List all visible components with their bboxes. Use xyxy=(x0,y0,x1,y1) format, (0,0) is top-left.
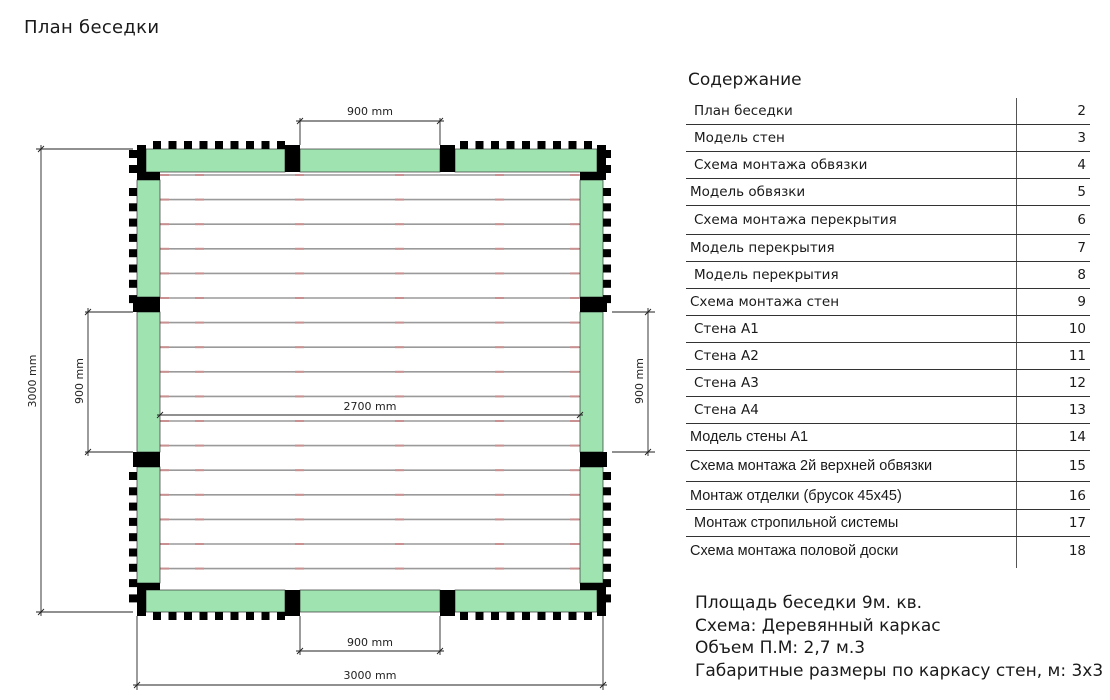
post-bottom-1 xyxy=(285,590,300,616)
toc-item-label: Модель стен xyxy=(694,130,785,146)
toc-item-page: 10 xyxy=(1068,321,1086,337)
toc-item-page: 7 xyxy=(1077,240,1086,256)
wall-bottom-right xyxy=(455,590,597,612)
cladding-teeth xyxy=(129,141,611,620)
post-right-1 xyxy=(580,297,607,312)
post-bottom-2 xyxy=(440,590,455,616)
toc-item-label: Стена А2 xyxy=(694,348,759,364)
toc-item-label: Схема монтажа обвязки xyxy=(694,157,868,173)
toc-item[interactable] xyxy=(686,235,1090,262)
wall-top-right xyxy=(455,149,597,172)
info-area: Площадь беседки 9м. кв. xyxy=(695,593,923,613)
toc-item-page: 6 xyxy=(1077,212,1086,228)
table-of-contents xyxy=(686,98,1090,564)
dim-left-opening: 900 mm xyxy=(73,358,86,404)
info-scheme: Схема: Деревянный каркас xyxy=(695,615,941,636)
wall-left-bottom xyxy=(137,467,160,583)
toc-item-label: Модель перекрытия xyxy=(690,240,835,256)
toc-item[interactable] xyxy=(686,152,1090,179)
toc-item[interactable] xyxy=(686,289,1090,316)
info-dimensions: Габаритные размеры по каркасу стен, м: 3х3 xyxy=(695,660,1104,681)
toc-item[interactable] xyxy=(686,125,1090,152)
wall-left-mid xyxy=(137,312,160,452)
dim-inner-width: 2700 mm xyxy=(343,400,397,413)
toc-item-label: Стена А3 xyxy=(694,375,759,391)
toc-item[interactable] xyxy=(686,370,1090,397)
posts xyxy=(133,145,607,616)
post-top-1 xyxy=(285,145,300,172)
toc-item[interactable] xyxy=(686,451,1090,482)
toc-item-label: Модель обвязки xyxy=(690,184,806,200)
dim-overall-height: 3000 mm xyxy=(26,354,39,408)
toc-item-page: 9 xyxy=(1077,294,1086,310)
toc-item[interactable] xyxy=(686,537,1090,564)
toc-item-page: 2 xyxy=(1077,103,1086,119)
toc-item[interactable] xyxy=(686,179,1090,206)
toc-item-label: Модель стены А1 xyxy=(690,429,809,445)
toc-item[interactable] xyxy=(686,482,1090,510)
toc-item-page: 15 xyxy=(1068,458,1086,474)
page-title: План беседки xyxy=(24,17,160,38)
toc-item-page: 17 xyxy=(1068,515,1086,531)
toc-item-page: 3 xyxy=(1077,130,1086,146)
toc-title: Содержание xyxy=(688,70,802,90)
toc-item-page: 14 xyxy=(1068,429,1086,445)
wall-top-mid xyxy=(300,149,440,172)
toc-item[interactable] xyxy=(686,397,1090,424)
toc-item-label: Схема монтажа перекрытия xyxy=(694,212,897,228)
toc-item-page: 16 xyxy=(1068,487,1086,504)
wall-right-top xyxy=(580,180,603,297)
walls xyxy=(137,149,603,612)
wall-top-left xyxy=(146,149,285,172)
toc-item-label: Схема монтажа половой доски xyxy=(690,542,899,559)
toc-item[interactable] xyxy=(686,262,1090,289)
toc-item-page: 4 xyxy=(1077,157,1086,173)
gazebo-info xyxy=(695,592,1103,682)
toc-item-label: Монтаж отделки (брусок 45х45) xyxy=(690,487,902,504)
wall-right-bottom xyxy=(580,467,603,583)
floor-boards xyxy=(160,174,580,570)
post-top-2 xyxy=(440,145,455,172)
toc-item-label: Схема монтажа стен xyxy=(690,294,840,310)
dim-right-opening: 900 mm xyxy=(633,358,646,404)
toc-item-label: Стена А4 xyxy=(694,402,759,418)
dim-top-opening: 900 mm xyxy=(347,105,393,118)
toc-item-page: 8 xyxy=(1077,267,1086,283)
post-right-2 xyxy=(580,452,607,467)
toc-item-page: 5 xyxy=(1077,184,1086,200)
toc-item-page: 13 xyxy=(1068,402,1086,418)
toc-item-label: Схема монтажа 2й верхней обвязки xyxy=(690,458,933,474)
toc-item-label: План беседки xyxy=(694,103,793,119)
post-left-2 xyxy=(133,452,160,467)
dim-bottom-opening: 900 mm xyxy=(347,636,393,649)
toc-item[interactable] xyxy=(686,316,1090,343)
toc-item-label: Стена А1 xyxy=(694,321,759,337)
wall-bottom-left xyxy=(146,590,285,612)
toc-item-label: Модель перекрытия xyxy=(694,267,839,283)
toc-item[interactable] xyxy=(686,510,1090,537)
toc-item-page: 11 xyxy=(1068,348,1086,364)
toc-item-label: Монтаж стропильной системы xyxy=(694,515,899,531)
toc-item-page: 18 xyxy=(1068,542,1086,559)
toc-item-page: 12 xyxy=(1068,375,1086,391)
toc-item[interactable] xyxy=(686,206,1090,235)
wall-right-mid xyxy=(580,312,603,452)
toc-item[interactable] xyxy=(686,98,1090,125)
toc-item[interactable] xyxy=(686,424,1090,451)
wall-bottom-mid xyxy=(300,590,440,612)
post-left-1 xyxy=(133,297,160,312)
toc-item[interactable] xyxy=(686,343,1090,370)
wall-left-top xyxy=(137,180,160,297)
dim-overall-width: 3000 mm xyxy=(343,669,397,682)
info-volume: Объем П.М: 2,7 м.3 xyxy=(695,638,866,658)
